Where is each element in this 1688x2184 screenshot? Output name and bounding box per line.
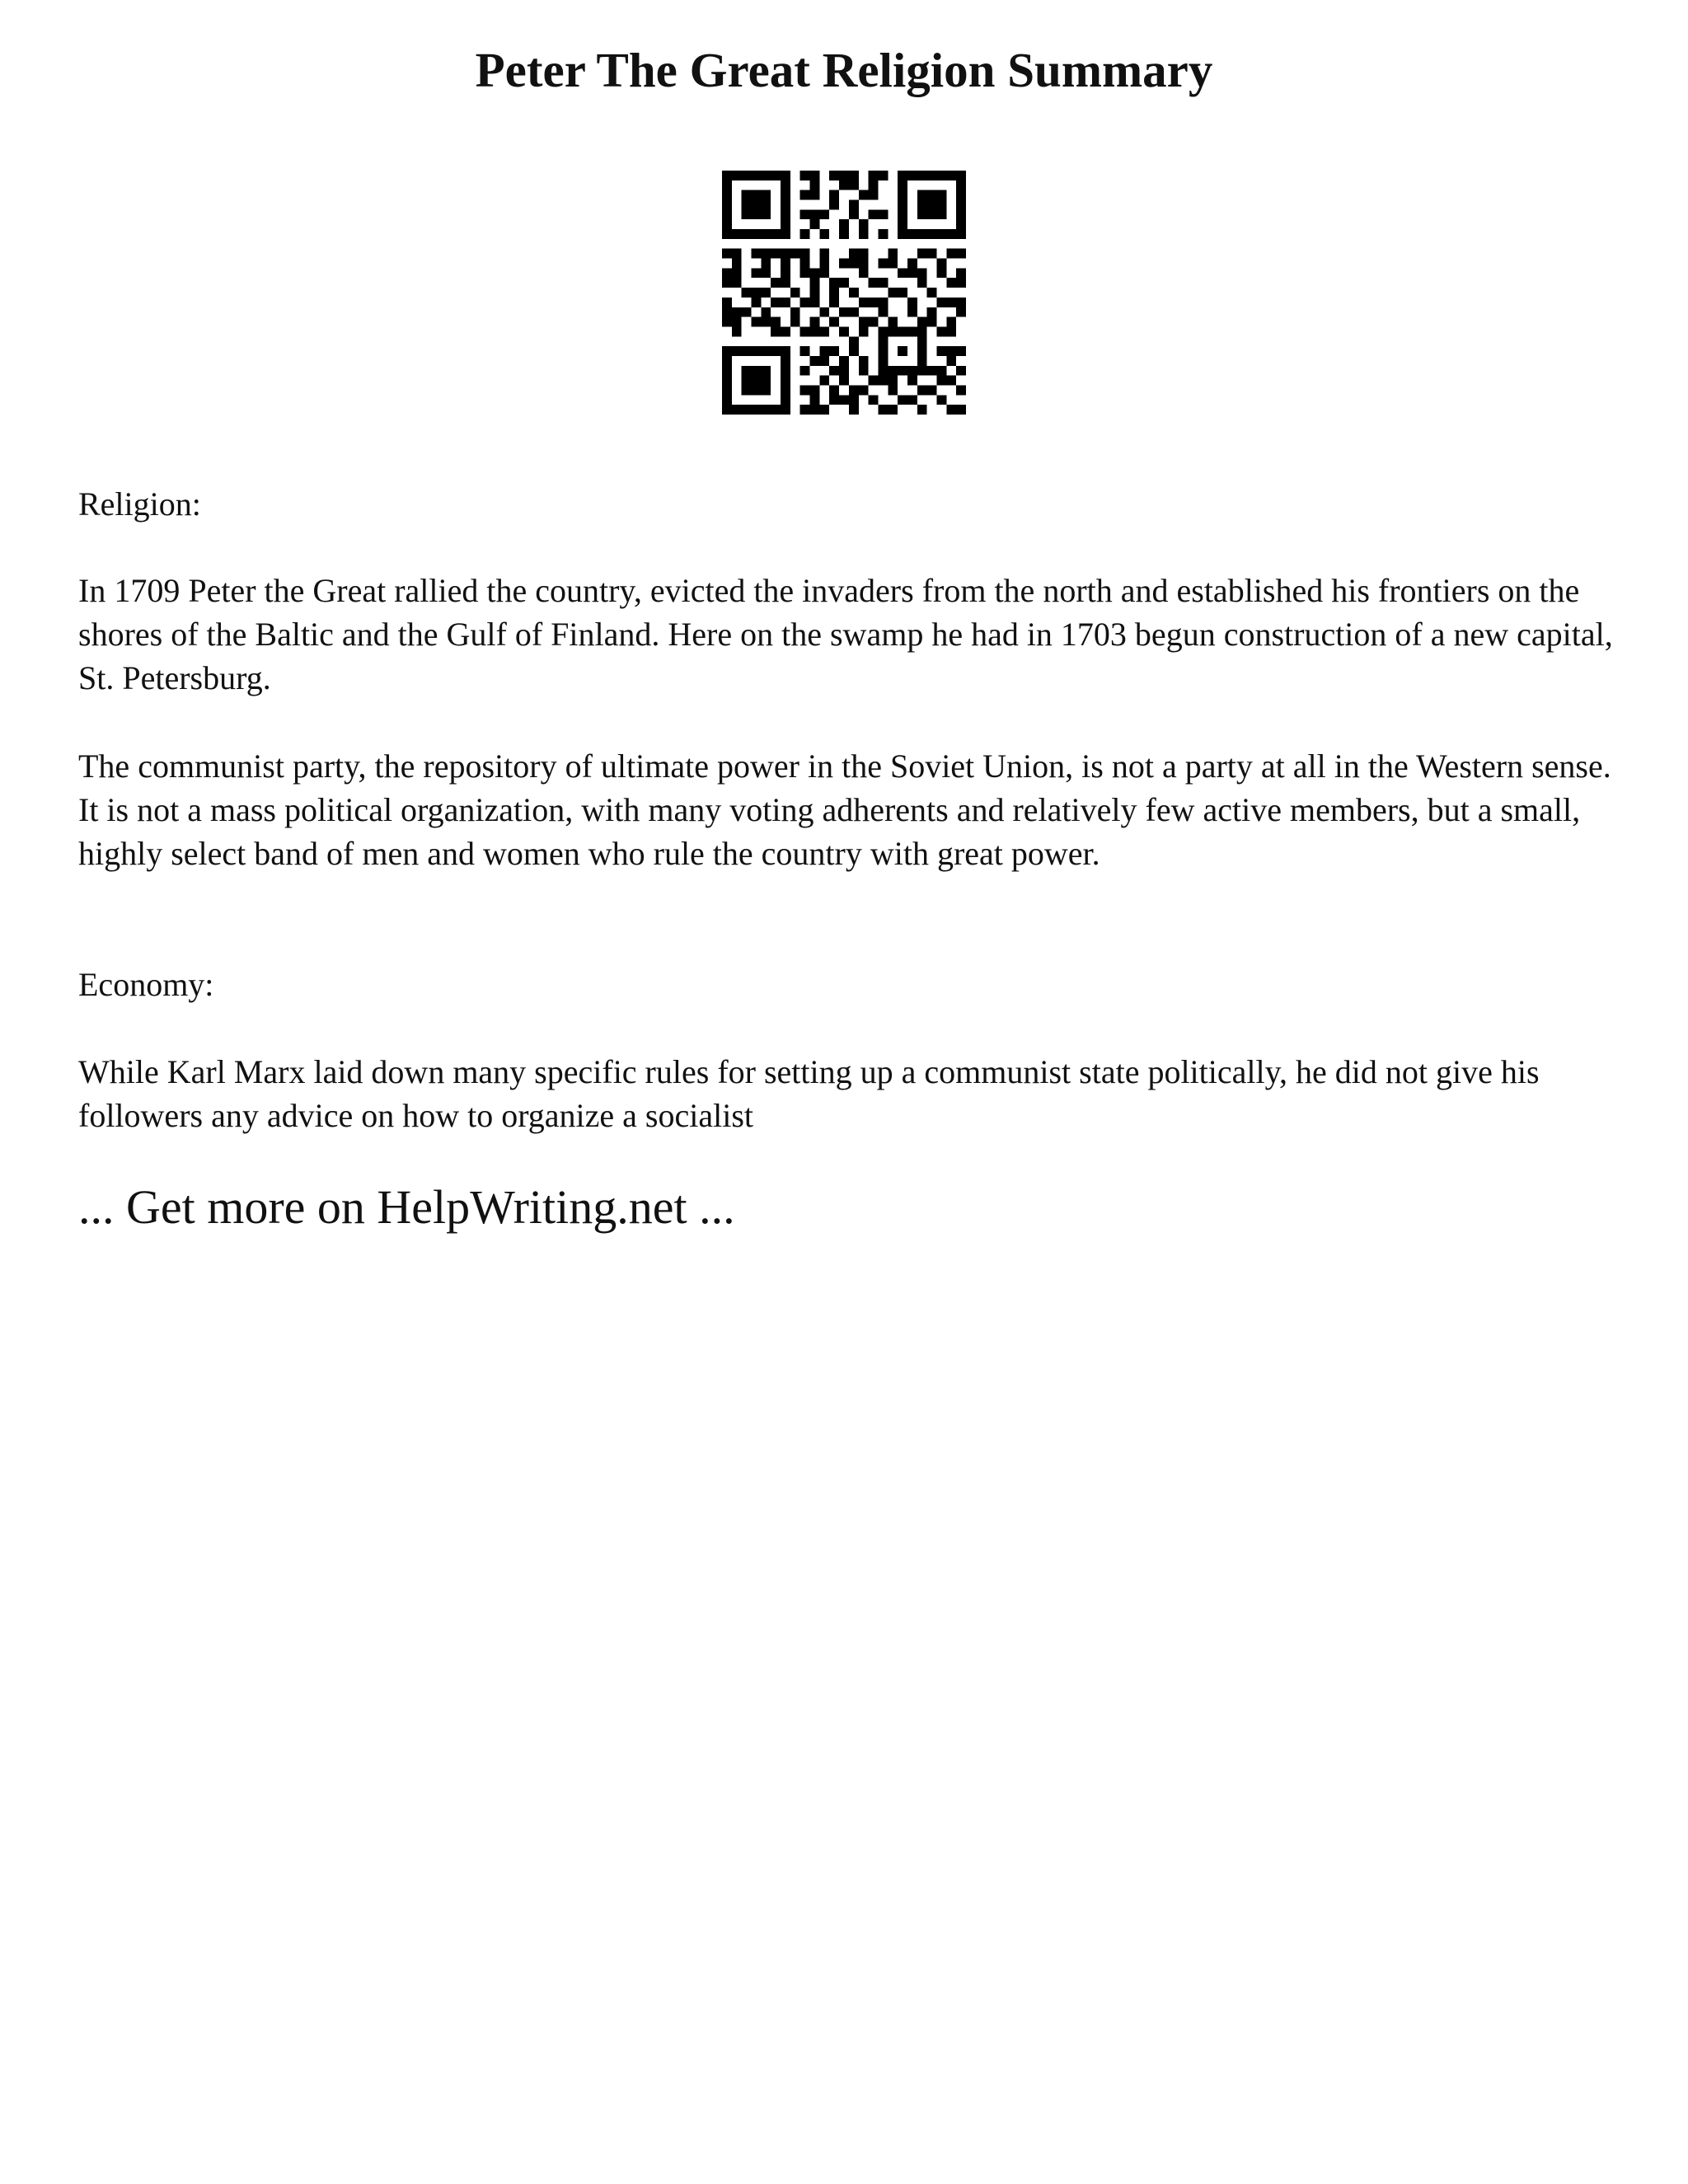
paragraph-karl-marx: While Karl Marx laid down many specific rules for setting up a communist state politically, he did not give his followers any advice on how to organize a socialist [78, 1053, 1540, 1134]
get-more-link[interactable]: ... Get more on HelpWriting.net ... [78, 1180, 735, 1234]
religion-heading: Religion: [78, 485, 201, 523]
qr-code-icon [722, 171, 966, 415]
paragraph-peter-the-great: In 1709 Peter the Great rallied the country, evicted the invaders from the north and established his frontiers on the shores of the Baltic and the Gulf of Finland. Here on the swamp he had in 1703 begun construction of a new capital, St. Petersburg. [78, 572, 1613, 696]
paragraph-communist-party: The communist party, the repository of ultimate power in the Soviet Union, is not a party at all in the Western sense. It is not a mass political organization, with many voting adherents and relatively few active members, but a small, highly select band of men and women who rule the country with great power. [78, 748, 1611, 872]
page-title: Peter The Great Religion Summary [475, 43, 1213, 97]
economy-heading: Economy: [78, 966, 214, 1003]
